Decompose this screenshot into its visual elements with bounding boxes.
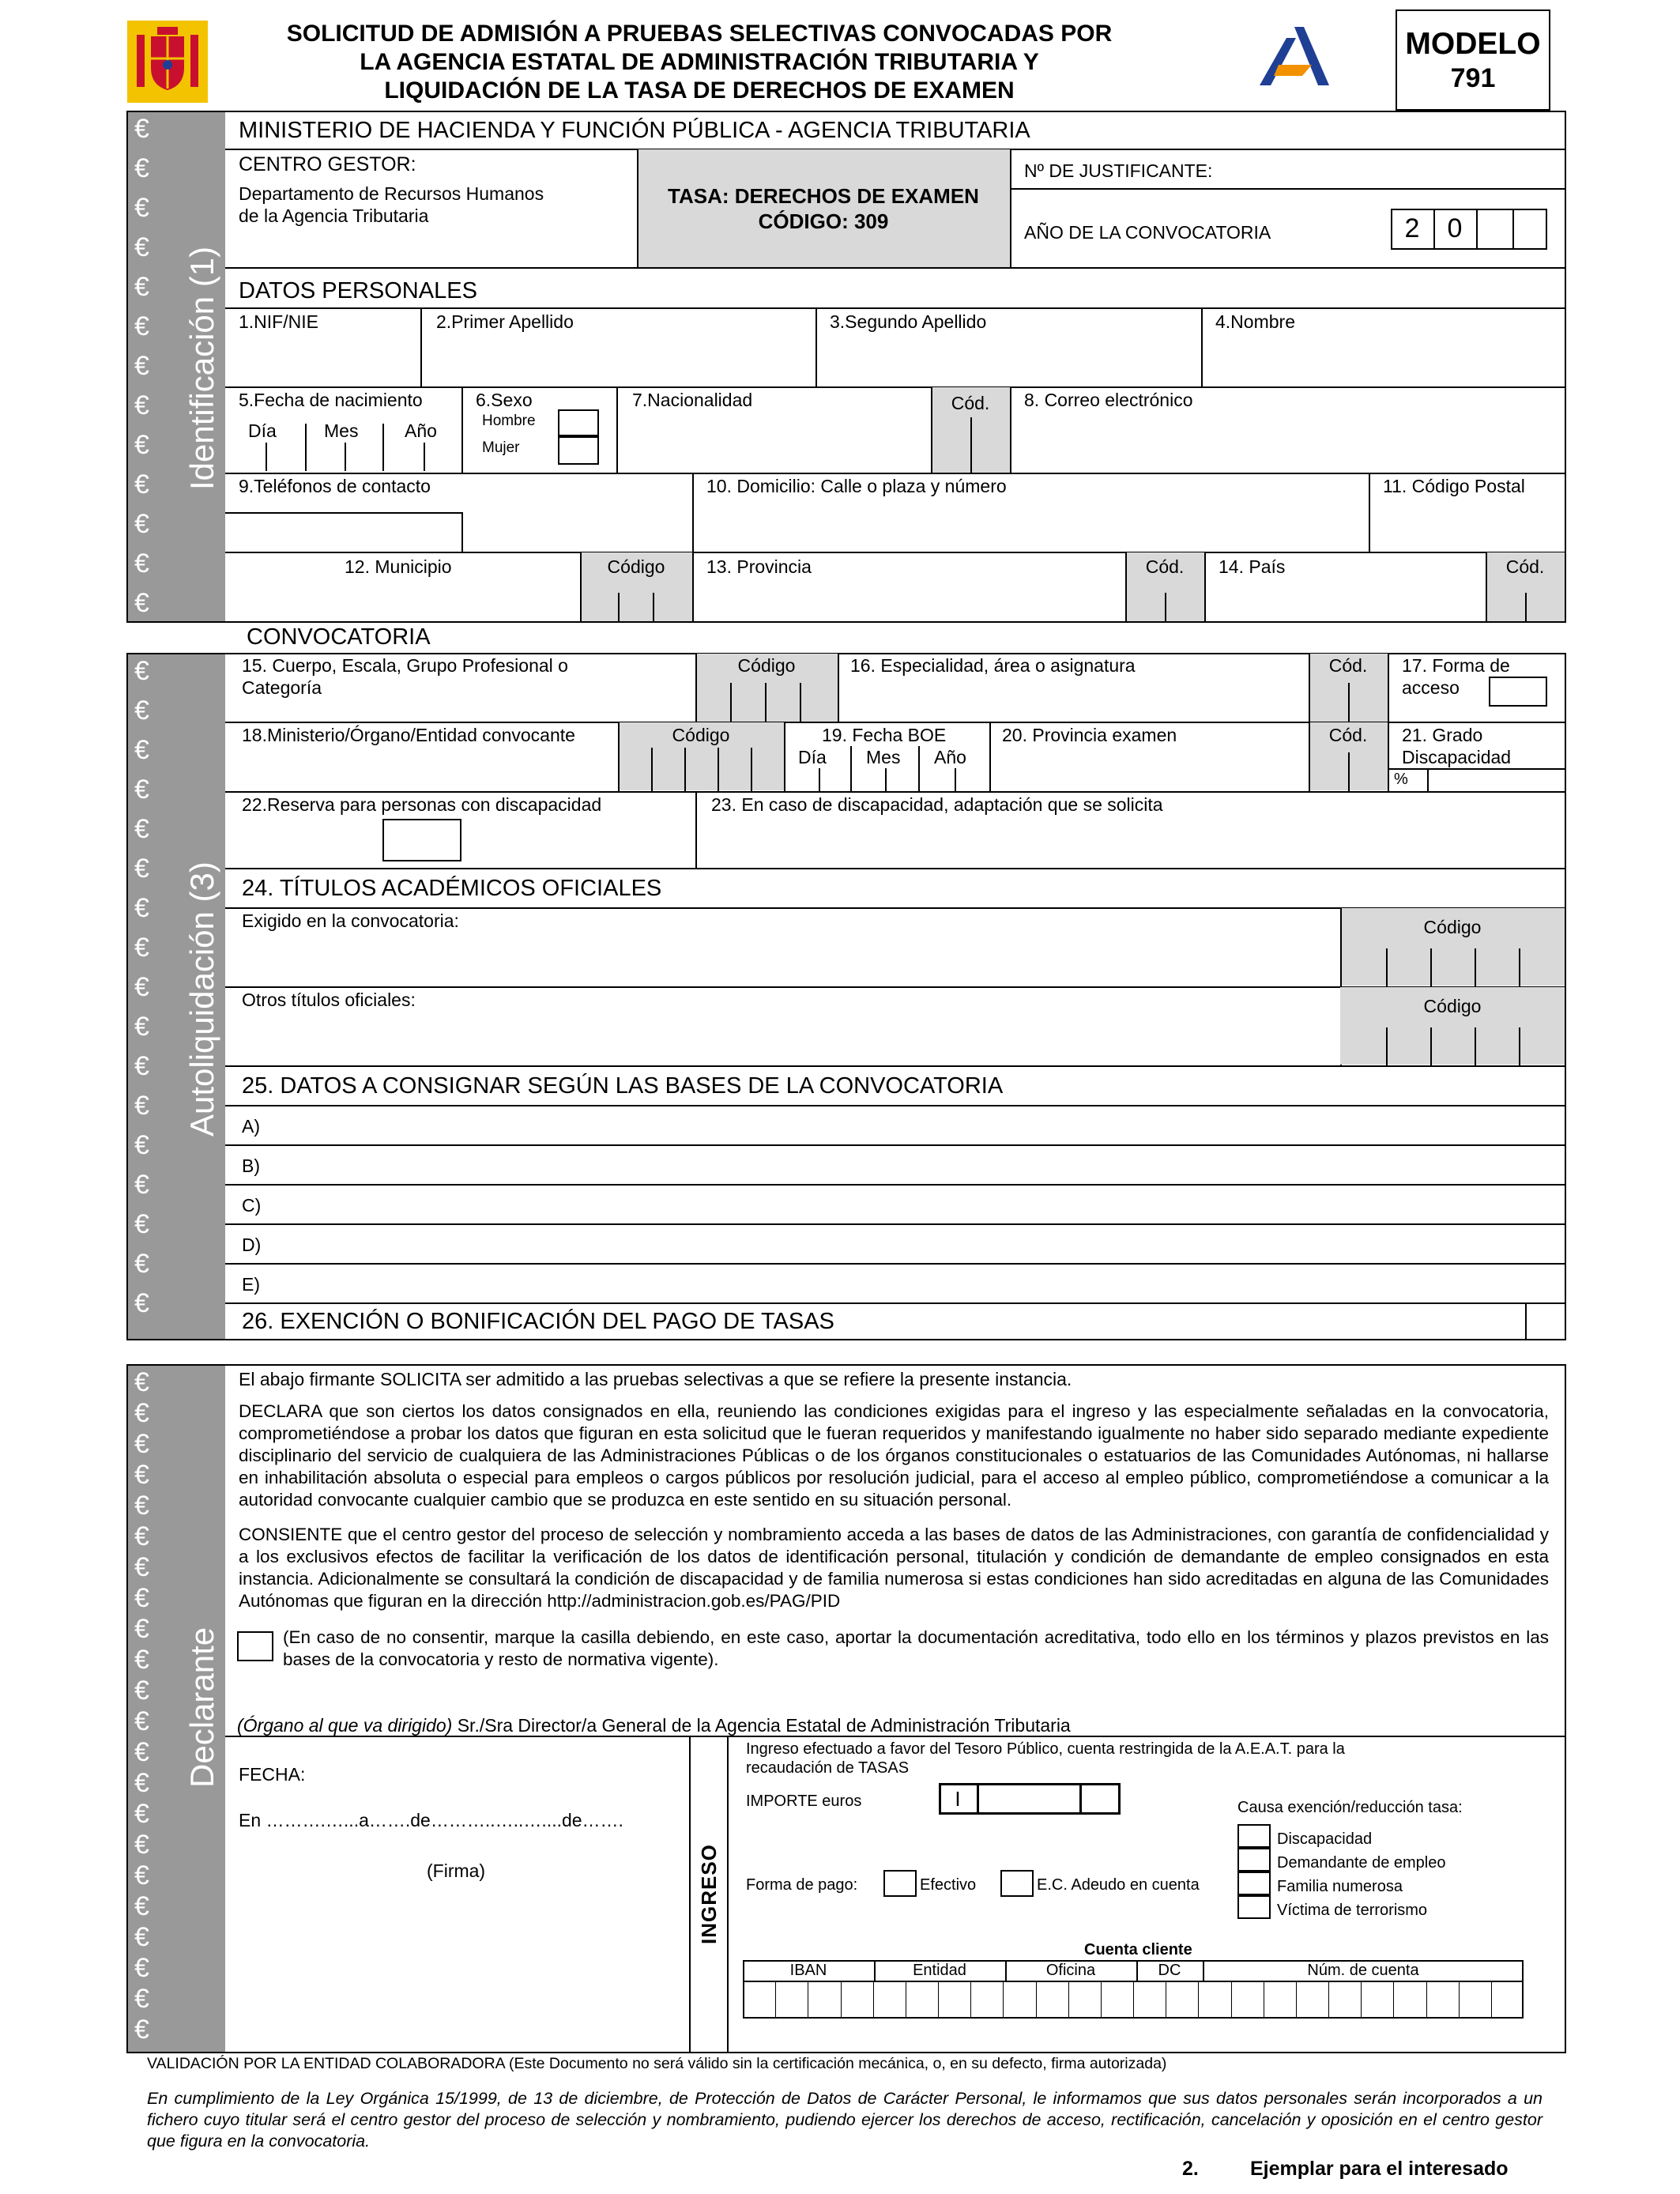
ejemplar-label: Ejemplar para el interesado [1250, 2158, 1509, 2180]
no-consentir-text: (En caso de no consentir, marque la casilla debiendo, en este caso, aportar la documentación acreditativa, todo ello en los términos y plazos previstos en las bases de la convocatoria y resto de normativa vigente). [283, 1627, 1549, 1669]
field-adaptacion-label: 23. En caso de discapacidad, adaptación que se solicita [711, 794, 1163, 815]
euro-symbol: € [134, 1737, 149, 1767]
euro-symbol: € [134, 1830, 149, 1860]
especialidad-cod-label: Cód. [1328, 655, 1368, 676]
label-dia: Día [248, 420, 277, 441]
exencion-title: 26. EXENCIÓN O BONIFICACIÓN DEL PAGO DE TASAS [242, 1309, 834, 1334]
euro-symbol: € [134, 972, 149, 1002]
validacion-text: VALIDACIÓN POR LA ENTIDAD COLABORADORA (Este Documento no será válido sin la certificación mecánica, o, en su defecto, firma autorizada) [147, 2055, 1167, 2072]
input-dato-e[interactable] [277, 1265, 1563, 1301]
field-nombre-label: 4.Nombre [1215, 311, 1295, 332]
modelo-number: 791 [1450, 63, 1496, 93]
euro-symbol: € [134, 1953, 149, 1983]
form-title-line-3: LIQUIDACIÓN DE LA TASA DE DERECHOS DE EXAMEN [384, 77, 1015, 104]
input-cuerpo[interactable] [228, 699, 692, 719]
field-nacionalidad-label: 7.Nacionalidad [632, 390, 753, 410]
firma-area[interactable] [229, 1834, 684, 2049]
input-dato-a[interactable] [277, 1106, 1563, 1143]
label-mes: Mes [324, 420, 359, 441]
fecha-label: FECHA: [239, 1764, 306, 1785]
field-provincia-examen-label: 20. Provincia examen [1002, 725, 1177, 745]
euro-symbol: € [134, 1051, 149, 1081]
cuenta-cell-divider [938, 1981, 939, 2019]
input-nif[interactable] [228, 332, 417, 384]
forma-pago-label: Forma de pago: [746, 1876, 858, 1894]
label-hombre: Hombre [482, 413, 536, 429]
nacionalidad-cod-label: Cód. [951, 393, 990, 413]
boe-dia-label: Día [798, 747, 827, 767]
cuenta-header-num-cuenta: Núm. de cuenta [1307, 1962, 1419, 1979]
cuenta-cell-divider [1426, 1981, 1427, 2019]
euro-symbol: € [134, 1460, 149, 1490]
field-primer-apellido-label: 2.Primer Apellido [436, 311, 574, 332]
fecha-lugar-line: En ……….…...a…….de………..…..…....de……. [239, 1810, 623, 1830]
field-sexo-label: 6.Sexo [476, 390, 533, 410]
input-grado-discapacidad[interactable] [1430, 770, 1563, 790]
euro-symbol: € [134, 893, 149, 923]
cuenta-header-dc: DC [1158, 1962, 1181, 1979]
checkbox-ec-adeudo[interactable] [1000, 1870, 1034, 1897]
checkbox-mujer[interactable] [558, 436, 599, 465]
ingreso-line-1: Ingreso efectuado a favor del Tesoro Público, cuenta restringida de la A.E.A.T. para la [746, 1740, 1345, 1758]
declara-text: DECLARA que son ciertos los datos consignados en ella, reuniendo las condiciones exigidas para el ingreso y las especialmente señaladas en la convocatoria, comprometiéndose a probar los datos que figuran en esta solicitud que le fueran requeridos y manifestando igualmente no haber sido separado mediante expediente disciplinario del servicio de cualquiera de las Administraciones Públicas o de los órganos constitucionales o estatuarios de las Comunidades Autónomas, ni hallarse en inhabilitación absoluta o especial para empleos o cargos públicos por resolución judicial, para el acceso al empleo público, comprometiéndose a comunicar a la autoridad convocante cualquier cambio que se produzca en este sentido en su situación personal. [239, 1401, 1549, 1510]
firma-label: (Firma) [427, 1860, 486, 1881]
euro-symbol: € [134, 193, 149, 223]
form-title-line-2: LA AGENCIA ESTATAL DE ADMINISTRACIÓN TRIBUTARIA Y [360, 49, 1039, 75]
euro-symbol: € [134, 814, 149, 844]
form-title-line-1: SOLICITUD DE ADMISIÓN A PRUEBAS SELECTIVAS CONVOCADAS POR [286, 21, 1113, 47]
convocatoria-title: CONVOCATORIA [247, 624, 431, 650]
euro-symbol: € [134, 1552, 149, 1582]
ministry-title: MINISTERIO DE HACIENDA Y FUNCIÓN PÚBLICA - AGENCIA TRIBUTARIA [239, 118, 1030, 143]
ministerio-codigo-label: Código [672, 725, 730, 745]
causa-discapacidad-label: Discapacidad [1277, 1830, 1373, 1848]
checkbox-discapacidad[interactable] [1237, 1824, 1271, 1848]
field-segundo-apellido-label: 3.Segundo Apellido [830, 311, 987, 332]
euro-symbol: € [134, 1012, 149, 1042]
field-correo-label: 8. Correo electrónico [1024, 390, 1193, 410]
input-otros-titulos[interactable] [228, 1012, 1337, 1064]
lopd-text: En cumplimiento de la Ley Orgánica 15/1999, de 13 de diciembre, de Protección de Datos de Carácter Personal, le informamos que sus datos personales serán incorporados a un fichero cuyo titular será el centro gestor del proceso de selección y nombramiento, pudiendo ejercer los derechos de acceso, rectificación, cancelación y oposición en el centro gestor que figura en la convocatoria. [147, 2089, 1543, 2151]
input-dato-d[interactable] [277, 1225, 1563, 1261]
cuenta-cell-divider [1393, 1981, 1394, 2019]
sidebar-label-autoliquidacion: Autoliquidación (3) [183, 861, 220, 1137]
grado-percent-label: % [1394, 771, 1408, 788]
field-cuerpo-label-2: Categoría [242, 677, 322, 698]
input-fecha-boe[interactable] [787, 768, 986, 790]
euro-symbol: € [134, 1799, 149, 1829]
causa-demandante-label: Demandante de empleo [1277, 1854, 1446, 1872]
causa-label: Causa exención/reducción tasa: [1237, 1799, 1463, 1816]
euro-symbol: € [134, 1130, 149, 1160]
anio-convocatoria-label: AÑO DE LA CONVOCATORIA [1024, 222, 1271, 243]
field-reserva-label: 22.Reserva para personas con discapacidad [242, 794, 602, 815]
dato-row-d-label: D) [242, 1235, 262, 1255]
cuenta-cliente-label: Cuenta cliente [1084, 1941, 1192, 1958]
cuenta-cell-divider [970, 1981, 971, 2019]
centro-gestor-line-2: de la Agencia Tributaria [239, 205, 429, 226]
dato-row-b-label: B) [242, 1155, 260, 1176]
ejemplar-number: 2. [1182, 2158, 1199, 2180]
input-forma-acceso[interactable] [1489, 677, 1547, 707]
label-anio: Año [405, 420, 437, 441]
boe-mes-label: Mes [866, 747, 901, 767]
checkbox-exencion[interactable] [1528, 1306, 1563, 1337]
input-nombre[interactable] [1204, 332, 1565, 384]
field-domicilio-label: 10. Domicilio: Calle o plaza y número [706, 476, 1007, 496]
causa-familia-label: Familia numerosa [1277, 1878, 1403, 1895]
municipio-codigo-label: Código [607, 556, 665, 577]
cuenta-cell-divider [1036, 1981, 1037, 2019]
cuenta-cell-divider [1068, 1981, 1069, 2019]
field-grado-discapacidad-label-1: 21. Grado [1402, 725, 1483, 745]
input-segundo-apellido[interactable] [819, 332, 1198, 384]
cuenta-grid-cells [743, 1981, 1524, 2019]
aeat-logo [1255, 21, 1332, 92]
input-telefono-2[interactable] [465, 514, 689, 550]
field-provincia-label: 13. Provincia [706, 556, 812, 577]
cuenta-cell-divider [1231, 1981, 1232, 2019]
otros-titulos-label: Otros títulos oficiales: [242, 990, 416, 1010]
ingreso-vertical-label: INGRESO [697, 1844, 721, 1944]
ingreso-line-2: recaudación de TASAS [746, 1759, 910, 1777]
label-mujer: Mujer [482, 439, 520, 456]
input-provincia[interactable] [695, 577, 1122, 621]
titulos-title: 24. TÍTULOS ACADÉMICOS OFICIALES [242, 876, 662, 901]
field-especialidad-label: 16. Especialidad, área o asignatura [850, 655, 1136, 676]
titulo-exigido-codigo-label: Código [1423, 917, 1482, 937]
anio-digit-1: 2 [1404, 213, 1420, 243]
euro-symbol: € [134, 1583, 149, 1613]
euro-symbol: € [134, 1860, 149, 1891]
checkbox-efectivo[interactable] [883, 1870, 917, 1897]
euro-symbol: € [134, 1676, 149, 1706]
cuenta-cell-divider [1198, 1981, 1199, 2019]
justificante-label: Nº DE JUSTIFICANTE: [1024, 160, 1213, 181]
exigido-label: Exigido en la convocatoria: [242, 910, 459, 931]
euro-symbol: € [134, 1706, 149, 1736]
euro-symbol: € [134, 1614, 149, 1644]
euro-symbol: € [134, 1367, 149, 1397]
input-municipio[interactable] [228, 577, 577, 621]
field-cuerpo-label-1: 15. Cuerpo, Escala, Grupo Profesional o [242, 655, 568, 676]
input-correo[interactable] [1013, 414, 1563, 471]
cuenta-header-entidad: Entidad [913, 1962, 966, 1979]
otros-titulos-codigo-label: Código [1423, 996, 1482, 1016]
cuenta-header-oficina: Oficina [1045, 1962, 1096, 1979]
field-nif-label: 1.NIF/NIE [239, 311, 318, 332]
tasa-title: TASA: DERECHOS DE EXAMEN [668, 184, 979, 208]
euro-symbol: € [134, 588, 149, 618]
cuenta-header-iban: IBAN [789, 1962, 827, 1979]
cuenta-cell-divider [775, 1981, 776, 2019]
anio-digit-2: 0 [1447, 213, 1463, 243]
importe-label: IMPORTE euros [746, 1793, 862, 1810]
field-ministerio-label: 18.Ministerio/Órgano/Entidad convocante [242, 725, 575, 745]
euro-symbol: € [134, 656, 149, 686]
euro-symbol: € [134, 153, 149, 183]
euro-symbol: € [134, 509, 149, 539]
cuenta-cell-divider [1133, 1981, 1134, 2019]
cuenta-cell-divider [1361, 1981, 1362, 2019]
organo-italic-label: (Órgano al que va dirigido) [237, 1715, 453, 1736]
dato-row-e-label: E) [242, 1274, 260, 1295]
input-telefono-1[interactable] [228, 514, 460, 550]
euro-symbol: € [134, 351, 149, 381]
cuenta-cell-divider [1296, 1981, 1297, 2019]
checkbox-hombre[interactable] [558, 409, 599, 436]
input-nacionalidad[interactable] [620, 414, 928, 471]
euro-symbol: € [134, 1891, 149, 1921]
field-municipio-label: 12. Municipio [345, 556, 452, 577]
spain-coat-of-arms-logo [127, 21, 208, 103]
input-primer-apellido[interactable] [424, 332, 812, 384]
cuenta-cell-divider [1491, 1981, 1492, 2019]
input-pais[interactable] [1207, 577, 1481, 621]
euro-symbol: € [134, 854, 149, 884]
sidebar-label-identificacion: Identificación (1) [183, 246, 220, 490]
euro-symbol: € [134, 469, 149, 499]
checkbox-demandante-empleo[interactable] [1237, 1848, 1271, 1872]
euro-symbol: € [134, 1521, 149, 1551]
euro-symbol: € [134, 1984, 149, 2014]
input-dato-b[interactable] [277, 1146, 1563, 1182]
organo-destino-label: Sr./Sra Director/a General de la Agencia Estatal de Administración Tributaria [452, 1715, 1071, 1736]
euro-symbol: € [134, 1249, 149, 1279]
input-titulo-exigido[interactable] [228, 933, 1337, 985]
euro-symbol: € [134, 696, 149, 726]
euro-symbol: € [134, 1170, 149, 1200]
euro-symbol: € [134, 1091, 149, 1121]
cuenta-cell-divider [1003, 1981, 1004, 2019]
datos-consignar-title: 25. DATOS A CONSIGNAR SEGÚN LAS BASES DE LA CONVOCATORIA [242, 1073, 1004, 1099]
euro-symbol: € [134, 735, 149, 765]
centro-gestor-line-1: Departamento de Recursos Humanos [239, 183, 544, 204]
field-telefonos-label: 9.Teléfonos de contacto [239, 476, 431, 496]
dato-row-c-label: C) [242, 1195, 262, 1216]
ec-adeudo-label: E.C. Adeudo en cuenta [1037, 1876, 1200, 1894]
checkbox-familia-numerosa[interactable] [1237, 1872, 1271, 1895]
solicita-text: El abajo firmante SOLICITA ser admitido a las pruebas selectivas a que se refiere la presente instancia. [239, 1369, 1072, 1389]
input-fecha-nacimiento[interactable] [237, 441, 458, 471]
input-ministerio[interactable] [228, 748, 615, 789]
boe-anio-label: Año [934, 747, 966, 767]
cuenta-cell-divider [1459, 1981, 1460, 2019]
euro-symbol: € [134, 390, 149, 420]
field-fecha-nacimiento-label: 5.Fecha de nacimiento [239, 390, 423, 410]
tasa-codigo: CÓDIGO: 309 [758, 209, 889, 233]
modelo-label: MODELO [1405, 27, 1541, 61]
cuenta-cell-divider [1101, 1981, 1102, 2019]
datos-personales-title: DATOS PERSONALES [239, 278, 477, 303]
field-forma-acceso-label-1: 17. Forma de [1402, 655, 1510, 676]
dato-row-a-label: A) [242, 1116, 260, 1137]
input-domicilio[interactable] [695, 499, 1365, 550]
importe-mark: I [955, 1787, 961, 1811]
euro-symbol: € [134, 1768, 149, 1798]
euro-symbol: € [134, 232, 149, 262]
checkbox-victima-terrorismo[interactable] [1237, 1895, 1271, 1919]
input-reserva-discapacidad[interactable] [382, 819, 461, 861]
field-fecha-boe-label: 19. Fecha BOE [822, 725, 947, 745]
efectivo-label: Efectivo [920, 1876, 977, 1894]
provincia-examen-cod-label: Cód. [1328, 725, 1368, 745]
checkbox-no-consentir[interactable] [237, 1631, 273, 1661]
field-forma-acceso-label-2: acceso [1402, 677, 1460, 698]
field-codigo-postal-label: 11. Código Postal [1383, 476, 1525, 496]
cuerpo-codigo-label: Código [737, 655, 796, 676]
causa-victima-label: Víctima de terrorismo [1277, 1902, 1428, 1919]
centro-gestor-label: CENTRO GESTOR: [239, 153, 416, 175]
euro-symbol: € [134, 933, 149, 963]
euro-symbol: € [134, 775, 149, 805]
consiente-text: CONSIENTE que el centro gestor del proceso de selección y nombramiento acceda a las bases de datos de las Administraciones, con garantía de confidencialidad y a los exclusivos efectos de facilitar la verificación de los datos de identificación personal, titulación y condición de demandante de empleo consignados en esta instancia. Adicionalmente se consultará la condición de discapacidad y de familia numerosa si estas condiciones han sido acreditadas en alguna de las Comunidades Autónomas que figuran en la dirección http://administracion.gob.es/PAG/PID [239, 1525, 1549, 1611]
euro-symbol: € [134, 548, 149, 579]
input-especialidad[interactable] [841, 680, 1305, 721]
euro-symbol: € [134, 1429, 149, 1459]
sidebar-label-declarante: Declarante [183, 1627, 220, 1788]
euro-symbol: € [134, 430, 149, 460]
input-codigo-postal[interactable] [1372, 499, 1563, 550]
cuenta-cell-divider [873, 1981, 874, 2019]
euro-symbol: € [134, 272, 149, 302]
euro-symbol: € [134, 1645, 149, 1675]
organo-destino-text [237, 1715, 1071, 1736]
field-grado-discapacidad-label-2: Discapacidad [1402, 747, 1512, 767]
euro-symbol: € [134, 1922, 149, 1952]
euro-symbol: € [134, 1288, 149, 1318]
euro-symbol: € [134, 1491, 149, 1521]
cuenta-cell-divider [841, 1981, 842, 2019]
pais-cod-label: Cód. [1505, 556, 1545, 577]
euro-symbol: € [134, 1209, 149, 1239]
input-adaptacion[interactable] [699, 817, 1563, 866]
euro-symbol: € [134, 2015, 149, 2045]
euro-symbol: € [134, 114, 149, 144]
field-pais-label: 14. País [1219, 556, 1286, 577]
cuenta-cell-divider [1328, 1981, 1329, 2019]
input-provincia-examen[interactable] [993, 748, 1307, 789]
euro-symbol: € [134, 311, 149, 341]
input-dato-c[interactable] [277, 1186, 1563, 1222]
provincia-cod-label: Cód. [1145, 556, 1185, 577]
euro-symbol: € [134, 1398, 149, 1428]
